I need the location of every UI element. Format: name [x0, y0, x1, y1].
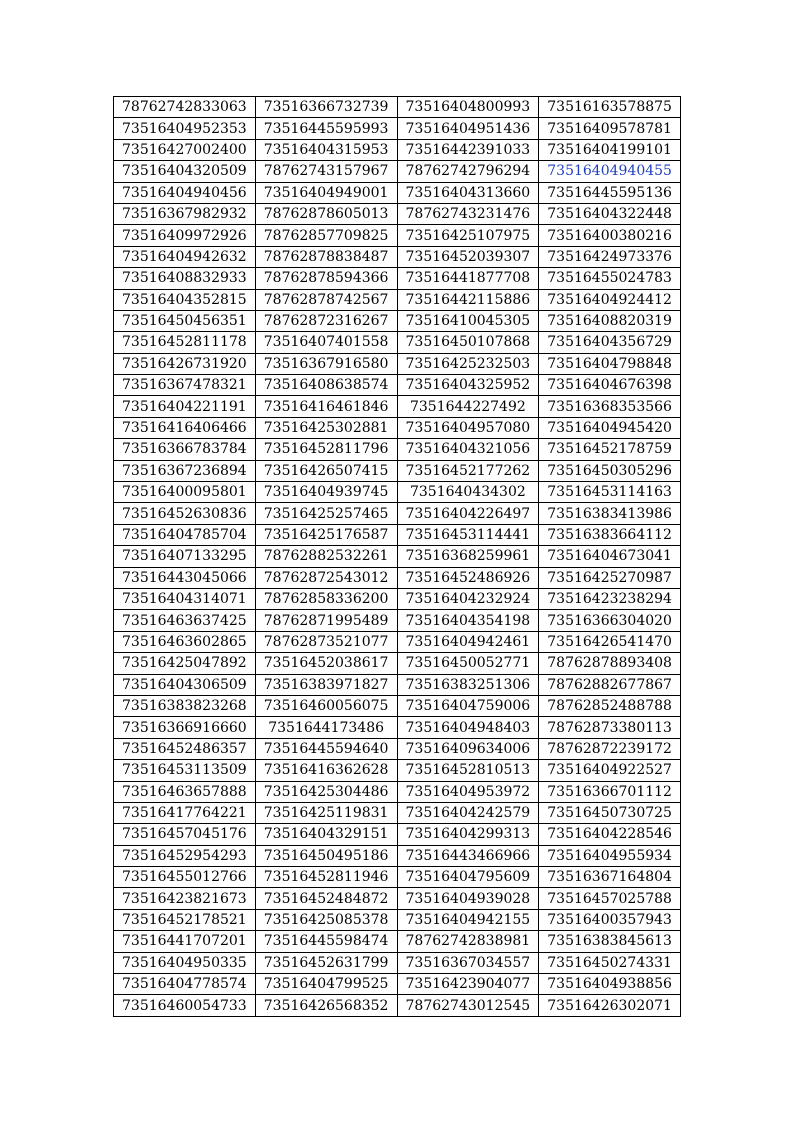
table-row — [114, 931, 681, 952]
table-row — [114, 974, 681, 995]
table-cell: 73516423821673 — [114, 888, 256, 909]
table-cell: 73516404939745 — [255, 482, 397, 503]
table-cell: 73516366783784 — [114, 439, 256, 460]
table-cell: 73516408820319 — [539, 310, 681, 331]
table-cell: 78762852488788 — [539, 695, 681, 716]
table-cell: 73516452486357 — [114, 738, 256, 759]
table-cell: 73516452177262 — [397, 460, 539, 481]
table-cell: 73516426302071 — [539, 995, 681, 1016]
table-cell: 73516404673041 — [539, 546, 681, 567]
table-cell: 73516452811178 — [114, 332, 256, 353]
table-cell: 73516452484872 — [255, 888, 397, 909]
table-cell: 73516404942155 — [397, 909, 539, 930]
table-cell: 73516383823268 — [114, 695, 256, 716]
table-cell: 73516368353566 — [539, 396, 681, 417]
table-cell: 78762742838981 — [397, 931, 539, 952]
table-cell: 73516404306509 — [114, 674, 256, 695]
table-cell: 73516404329151 — [255, 824, 397, 845]
table-cell: 73516404226497 — [397, 503, 539, 524]
table-cell: 78762872239172 — [539, 738, 681, 759]
table-cell: 73516404785704 — [114, 524, 256, 545]
table-cell: 73516404199101 — [539, 139, 681, 160]
table-row — [114, 845, 681, 866]
table-cell: 73516404221191 — [114, 396, 256, 417]
table-cell: 73516426731920 — [114, 353, 256, 374]
table-cell: 73516452178759 — [539, 439, 681, 460]
table-cell: 73516404232924 — [397, 588, 539, 609]
table-cell: 73516416461846 — [255, 396, 397, 417]
table-cell: 73516404315953 — [255, 139, 397, 160]
table-row — [114, 139, 681, 160]
table-cell: 73516404676398 — [539, 375, 681, 396]
table-cell: 73516442115886 — [397, 289, 539, 310]
table-cell: 78762878838487 — [255, 246, 397, 267]
table-cell: 73516441877708 — [397, 268, 539, 289]
table-cell: 73516443466966 — [397, 845, 539, 866]
table-row — [114, 203, 681, 224]
table-cell: 73516404924412 — [539, 289, 681, 310]
table-row — [114, 524, 681, 545]
table-cell: 73516383664112 — [539, 524, 681, 545]
table-row — [114, 246, 681, 267]
table-cell: 73516409634006 — [397, 738, 539, 759]
table-row — [114, 97, 681, 118]
table-cell: 73516400380216 — [539, 225, 681, 246]
table-cell: 78762743231476 — [397, 203, 539, 224]
table-cell: 73516425085378 — [255, 909, 397, 930]
table-cell: 73516404957080 — [397, 417, 539, 438]
table-cell: 73516452486926 — [397, 567, 539, 588]
table-cell: 73516404321056 — [397, 439, 539, 460]
table-cell: 73516425107975 — [397, 225, 539, 246]
table-row — [114, 289, 681, 310]
table-cell: 73516425270987 — [539, 567, 681, 588]
table-cell: 73516425232503 — [397, 353, 539, 374]
table-row — [114, 695, 681, 716]
table-cell: 73516452811796 — [255, 439, 397, 460]
table-cell: 73516425257465 — [255, 503, 397, 524]
table-cell: 78762743157967 — [255, 161, 397, 182]
table-cell: 73516452810513 — [397, 760, 539, 781]
table-cell: 73516404922527 — [539, 760, 681, 781]
table-cell: 73516452630836 — [114, 503, 256, 524]
table-row — [114, 332, 681, 353]
table-cell: 73516400357943 — [539, 909, 681, 930]
table-cell: 78762857709825 — [255, 225, 397, 246]
table-cell: 73516445595993 — [255, 118, 397, 139]
table-row — [114, 610, 681, 631]
table-cell: 73516404952353 — [114, 118, 256, 139]
table-cell: 73516367034557 — [397, 952, 539, 973]
table-row — [114, 310, 681, 331]
table-row — [114, 460, 681, 481]
table-cell: 73516425176587 — [255, 524, 397, 545]
table-cell: 73516417764221 — [114, 802, 256, 823]
table-row — [114, 482, 681, 503]
table-cell: 73516404354198 — [397, 610, 539, 631]
table-cell: 73516453114163 — [539, 482, 681, 503]
table-cell: 73516404795609 — [397, 867, 539, 888]
table-cell: 73516404938856 — [539, 974, 681, 995]
table-row — [114, 396, 681, 417]
table-row — [114, 567, 681, 588]
table-cell: 73516163578875 — [539, 97, 681, 118]
table-cell: 73516426568352 — [255, 995, 397, 1016]
table-cell: 73516463602865 — [114, 631, 256, 652]
table-row — [114, 909, 681, 930]
table-cell: 73516452039307 — [397, 246, 539, 267]
table-cell: 73516452178521 — [114, 909, 256, 930]
table-cell: 73516366916660 — [114, 717, 256, 738]
table-cell: 73516443045066 — [114, 567, 256, 588]
table-cell: 73516404778574 — [114, 974, 256, 995]
table-cell: 73516455024783 — [539, 268, 681, 289]
table-cell: 73516404940456 — [114, 182, 256, 203]
table-cell: 73516404313660 — [397, 182, 539, 203]
table-cell: 73516409972926 — [114, 225, 256, 246]
table-cell: 73516404242579 — [397, 802, 539, 823]
table-cell: 73516457045176 — [114, 824, 256, 845]
table-cell: 73516441707201 — [114, 931, 256, 952]
table-row — [114, 503, 681, 524]
table-cell: 73516367164804 — [539, 867, 681, 888]
table-cell: 73516366732739 — [255, 97, 397, 118]
table-cell: 73516383413986 — [539, 503, 681, 524]
table-cell: 73516404759006 — [397, 695, 539, 716]
table-cell: 73516450107868 — [397, 332, 539, 353]
table-cell: 73516404320509 — [114, 161, 256, 182]
table-cell: 73516404950335 — [114, 952, 256, 973]
table-cell: 73516463657888 — [114, 781, 256, 802]
tracking-number-table — [113, 96, 681, 1017]
table-row — [114, 588, 681, 609]
table-cell: 7351640434302 — [397, 482, 539, 503]
table-cell: 73516423904077 — [397, 974, 539, 995]
table-cell: 73516423238294 — [539, 588, 681, 609]
table-row — [114, 631, 681, 652]
table-cell: 73516442391033 — [397, 139, 539, 160]
table-cell: 73516404955934 — [539, 845, 681, 866]
table-cell: 73516404322448 — [539, 203, 681, 224]
table-cell: 73516450052771 — [397, 653, 539, 674]
table-row — [114, 781, 681, 802]
table-cell: 73516445594640 — [255, 738, 397, 759]
table-cell: 73516404356729 — [539, 332, 681, 353]
table-cell: 78762872543012 — [255, 567, 397, 588]
table-row — [114, 802, 681, 823]
table-cell: 73516450730725 — [539, 802, 681, 823]
table-cell: 73516425047892 — [114, 653, 256, 674]
table-cell: 73516404939028 — [397, 888, 539, 909]
table-cell: 73516404951436 — [397, 118, 539, 139]
table-cell: 73516416362628 — [255, 760, 397, 781]
table-cell: 73516453114441 — [397, 524, 539, 545]
table-cell: 73516366304020 — [539, 610, 681, 631]
table-cell: 73516445595136 — [539, 182, 681, 203]
table-cell: 73516404314071 — [114, 588, 256, 609]
table-cell: 73516383251306 — [397, 674, 539, 695]
table-cell: 73516368259961 — [397, 546, 539, 567]
table-cell: 73516426507415 — [255, 460, 397, 481]
table-cell: 78762873380113 — [539, 717, 681, 738]
table-cell: 73516404798848 — [539, 353, 681, 374]
table-cell: 73516453113509 — [114, 760, 256, 781]
table-row — [114, 182, 681, 203]
table-cell: 7351644173486 — [255, 717, 397, 738]
table-cell: 78762878594366 — [255, 268, 397, 289]
table-cell: 73516404942632 — [114, 246, 256, 267]
table-cell: 73516404352815 — [114, 289, 256, 310]
table-row — [114, 225, 681, 246]
table-cell: 78762872316267 — [255, 310, 397, 331]
table-row — [114, 417, 681, 438]
table-row — [114, 375, 681, 396]
table-cell: 73516425302881 — [255, 417, 397, 438]
table-row — [114, 653, 681, 674]
table-cell: 73516409578781 — [539, 118, 681, 139]
table-cell: 73516383971827 — [255, 674, 397, 695]
table-cell: 73516407133295 — [114, 546, 256, 567]
table-row — [114, 888, 681, 909]
table-row — [114, 824, 681, 845]
table-body — [114, 97, 681, 1017]
table-cell: 78762743012545 — [397, 995, 539, 1016]
table-cell: 73516407401558 — [255, 332, 397, 353]
table-cell: 73516404299313 — [397, 824, 539, 845]
table-row — [114, 268, 681, 289]
table-row — [114, 161, 681, 182]
table-cell: 73516400095801 — [114, 482, 256, 503]
table-cell: 73516426541470 — [539, 631, 681, 652]
table-cell: 78762882532261 — [255, 546, 397, 567]
table-row — [114, 738, 681, 759]
table-cell: 73516408832933 — [114, 268, 256, 289]
table-cell: 73516416406466 — [114, 417, 256, 438]
table-row — [114, 674, 681, 695]
table-cell: 73516425304486 — [255, 781, 397, 802]
table-cell: 73516404948403 — [397, 717, 539, 738]
table-cell: 73516457025788 — [539, 888, 681, 909]
table-cell: 73516450305296 — [539, 460, 681, 481]
table-cell: 73516463637425 — [114, 610, 256, 631]
table-cell: 73516450495186 — [255, 845, 397, 866]
table-cell: 78762878893408 — [539, 653, 681, 674]
table-cell: 78762873521077 — [255, 631, 397, 652]
table-cell: 73516410045305 — [397, 310, 539, 331]
table-cell: 73516450456351 — [114, 310, 256, 331]
table-row — [114, 118, 681, 139]
table-row — [114, 439, 681, 460]
table-cell: 73516404800993 — [397, 97, 539, 118]
table-cell: 73516452038617 — [255, 653, 397, 674]
table-cell: 73516424973376 — [539, 246, 681, 267]
table-cell: 73516452954293 — [114, 845, 256, 866]
table-row — [114, 353, 681, 374]
table-cell: 78762871995489 — [255, 610, 397, 631]
table-cell: 73516425119831 — [255, 802, 397, 823]
table-cell: 78762858336200 — [255, 588, 397, 609]
table-cell: 73516404940455 — [539, 161, 681, 182]
table-row — [114, 760, 681, 781]
table-cell: 73516452631799 — [255, 952, 397, 973]
table-cell: 78762878742567 — [255, 289, 397, 310]
table-cell: 73516460054733 — [114, 995, 256, 1016]
table-cell: 73516404799525 — [255, 974, 397, 995]
table-row — [114, 717, 681, 738]
table-row — [114, 546, 681, 567]
table-cell: 73516367236894 — [114, 460, 256, 481]
table-cell: 73516408638574 — [255, 375, 397, 396]
table-cell: 73516455012766 — [114, 867, 256, 888]
table-cell: 73516427002400 — [114, 139, 256, 160]
table-cell: 78762742833063 — [114, 97, 256, 118]
table-cell: 78762878605013 — [255, 203, 397, 224]
table-cell: 73516383845613 — [539, 931, 681, 952]
table-cell: 73516366701112 — [539, 781, 681, 802]
table-cell: 73516445598474 — [255, 931, 397, 952]
table-cell: 73516450274331 — [539, 952, 681, 973]
table-cell: 73516404325952 — [397, 375, 539, 396]
table-row — [114, 952, 681, 973]
table-cell: 78762882677867 — [539, 674, 681, 695]
table-cell: 78762742796294 — [397, 161, 539, 182]
table-cell: 73516404953972 — [397, 781, 539, 802]
table-cell: 73516404945420 — [539, 417, 681, 438]
table-cell: 73516460056075 — [255, 695, 397, 716]
table-cell: 73516367982932 — [114, 203, 256, 224]
table-cell: 73516367916580 — [255, 353, 397, 374]
table-cell: 73516404942461 — [397, 631, 539, 652]
table-cell: 73516452811946 — [255, 867, 397, 888]
table-row — [114, 995, 681, 1016]
table-row — [114, 867, 681, 888]
table-cell: 7351644227492 — [397, 396, 539, 417]
table-cell: 73516367478321 — [114, 375, 256, 396]
table-cell: 73516404228546 — [539, 824, 681, 845]
table-cell: 73516404949001 — [255, 182, 397, 203]
